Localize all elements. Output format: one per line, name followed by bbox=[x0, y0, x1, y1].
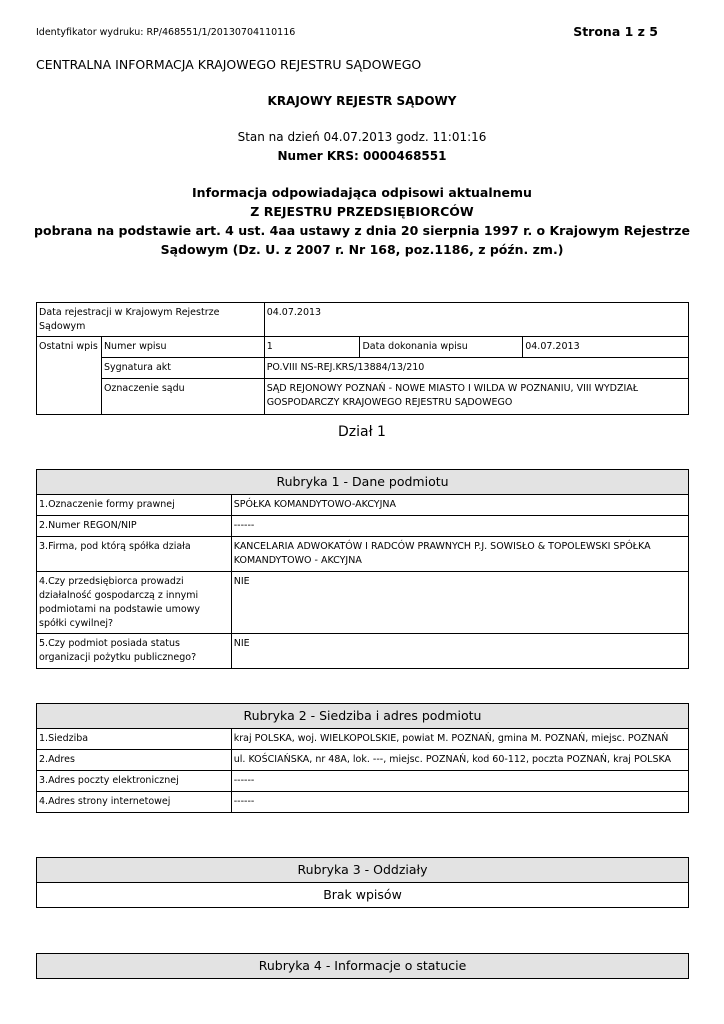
r1-value: SPÓŁKA KOMANDYTOWO-AKCYJNA bbox=[231, 495, 688, 516]
r2-label: 2.Adres bbox=[37, 750, 232, 771]
r1-label: 3.Firma, pod którą spółka działa bbox=[37, 537, 232, 572]
info-heading bbox=[0, 183, 724, 259]
krs-number: Numer KRS: 0000468551 bbox=[277, 149, 447, 163]
rubryka-4-title: Rubryka 4 - Informacje o statucie bbox=[37, 954, 689, 979]
r2-value: ------ bbox=[231, 792, 688, 813]
r1-label: 4.Czy przedsiębiorca prowadzi działalność gospodarczą z innymi podmiotami na podstawie umowy spółki cywilnej? bbox=[37, 572, 232, 634]
entry-number-value: 1 bbox=[264, 337, 360, 358]
signature-label: Sygnatura akt bbox=[101, 358, 264, 379]
rubryka-2-table bbox=[36, 703, 689, 813]
last-entry-label: Ostatni wpis bbox=[37, 337, 102, 415]
r1-value: NIE bbox=[231, 634, 688, 669]
rubryka-1-table bbox=[36, 469, 689, 669]
r1-label: 5.Czy podmiot posiada status organizacji pożytku publicznego? bbox=[37, 634, 232, 669]
rubryka-2-title: Rubryka 2 - Siedziba i adres podmiotu bbox=[37, 704, 689, 729]
r2-value: ------ bbox=[231, 771, 688, 792]
reg-date-label: Data rejestracji w Krajowym Rejestrze Sądowym bbox=[37, 303, 265, 337]
rubryka-3-empty: Brak wpisów bbox=[37, 883, 689, 908]
registry-title: KRAJOWY REJESTR SĄDOWY bbox=[267, 94, 457, 108]
institution-name: CENTRALNA INFORMACJA KRAJOWEGO REJESTRU SĄDOWEGO bbox=[36, 57, 422, 72]
entry-date-value: 04.07.2013 bbox=[523, 337, 689, 358]
r1-label: 1.Oznaczenie formy prawnej bbox=[37, 495, 232, 516]
registration-table bbox=[36, 302, 689, 415]
r2-value: ul. KOŚCIAŃSKA, nr 48A, lok. ---, miejsc. POZNAŃ, kod 60-112, poczta POZNAŃ, kraj POLSKA bbox=[231, 750, 688, 771]
signature-value: PO.VIII NS-REJ.KRS/13884/13/210 bbox=[264, 358, 688, 379]
rubryka-1-title: Rubryka 1 - Dane podmiotu bbox=[37, 470, 689, 495]
info-line-2: Z REJESTRU PRZEDSIĘBIORCÓW bbox=[250, 204, 474, 219]
rubryka-4-table bbox=[36, 953, 689, 979]
court-value: SĄD REJONOWY POZNAŃ - NOWE MIASTO I WILDA W POZNANIU, VIII WYDZIAŁ GOSPODARCZY KRAJOWEGO REJESTRU SĄDOWEGO bbox=[264, 379, 688, 415]
info-line-4: Sądowym (Dz. U. z 2007 r. Nr 168, poz.1186, z późn. zm.) bbox=[160, 242, 564, 257]
r2-label: 4.Adres strony internetowej bbox=[37, 792, 232, 813]
r2-label: 3.Adres poczty elektronicznej bbox=[37, 771, 232, 792]
info-line-1: Informacja odpowiadająca odpisowi aktualnemu bbox=[192, 185, 532, 200]
r1-value: NIE bbox=[231, 572, 688, 634]
r1-value: KANCELARIA ADWOKATÓW I RADCÓW PRAWNYCH P.J. SOWISŁO & TOPOLEWSKI SPÓŁKA KOMANDYTOWO - AKCYJNA bbox=[231, 537, 688, 572]
reg-date-value: 04.07.2013 bbox=[264, 303, 688, 337]
r1-label: 2.Numer REGON/NIP bbox=[37, 516, 232, 537]
print-identifier: Identyfikator wydruku: RP/468551/1/20130704110116 bbox=[36, 27, 296, 38]
section-title: Dział 1 bbox=[338, 424, 386, 440]
entry-date-label: Data dokonania wpisu bbox=[360, 337, 523, 358]
rubryka-3-title: Rubryka 3 - Oddziały bbox=[37, 858, 689, 883]
state-date: Stan na dzień 04.07.2013 godz. 11:01:16 bbox=[237, 130, 487, 144]
court-label: Oznaczenie sądu bbox=[101, 379, 264, 415]
rubryka-3-table bbox=[36, 857, 689, 908]
info-line-3: pobrana na podstawie art. 4 ust. 4aa ustawy z dnia 20 sierpnia 1997 r. o Krajowym Rejestrze bbox=[34, 223, 690, 238]
r2-label: 1.Siedziba bbox=[37, 729, 232, 750]
page-number: Strona 1 z 5 bbox=[573, 24, 658, 39]
r1-value: ------ bbox=[231, 516, 688, 537]
r2-value: kraj POLSKA, woj. WIELKOPOLSKIE, powiat M. POZNAŃ, gmina M. POZNAŃ, miejsc. POZNAŃ bbox=[231, 729, 688, 750]
entry-number-label: Numer wpisu bbox=[101, 337, 264, 358]
